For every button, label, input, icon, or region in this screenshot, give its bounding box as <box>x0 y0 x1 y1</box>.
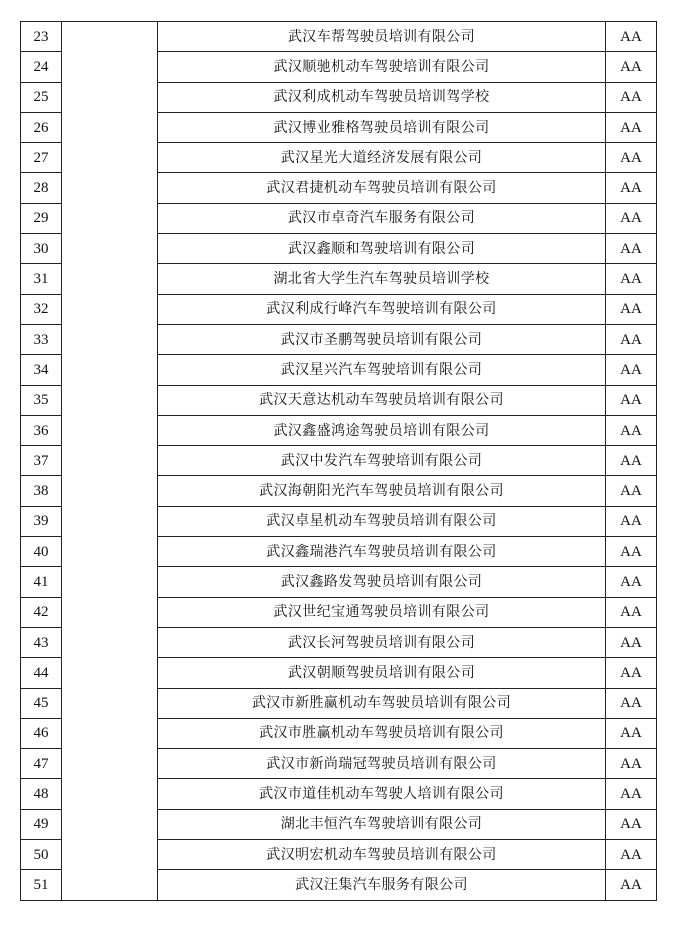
rating-cell <box>606 718 657 748</box>
rating-cell <box>606 779 657 809</box>
company-name: 武汉鑫顺和驾驶培训有限公司 <box>158 234 606 264</box>
row-number-cell <box>21 870 62 900</box>
row-number: 46 <box>33 725 49 742</box>
rating-cell <box>606 82 657 112</box>
row-number-cell <box>21 112 62 142</box>
row-number: 49 <box>33 816 49 833</box>
rating-cell <box>606 264 657 294</box>
rating-cell <box>606 52 657 82</box>
row-number: 32 <box>33 301 49 318</box>
row-number-cell <box>21 840 62 870</box>
row-number-cell <box>21 779 62 809</box>
company-name: 武汉顺驰机动车驾驶培训有限公司 <box>158 52 606 82</box>
rating-grade: AA <box>620 664 642 681</box>
company-name: 武汉市新尚瑞冠驾驶员培训有限公司 <box>158 749 606 779</box>
rating-grade: AA <box>620 725 642 742</box>
row-number: 43 <box>33 634 49 651</box>
rating-grade: AA <box>620 755 642 772</box>
rating-cell <box>606 537 657 567</box>
row-number-cell <box>21 264 62 294</box>
rating-cell <box>606 840 657 870</box>
row-number-cell <box>21 688 62 718</box>
row-number-cell <box>21 203 62 233</box>
row-number: 39 <box>33 513 49 530</box>
row-number-cell <box>21 627 62 657</box>
row-number-cell <box>21 809 62 839</box>
company-name: 武汉明宏机动车驾驶员培训有限公司 <box>158 840 606 870</box>
row-number-cell <box>21 597 62 627</box>
row-number-cell <box>21 52 62 82</box>
row-number: 50 <box>33 846 49 863</box>
rating-cell <box>606 597 657 627</box>
rating-grade: AA <box>620 816 642 833</box>
company-name: 武汉海朝阳光汽车驾驶员培训有限公司 <box>158 476 606 506</box>
rating-grade: AA <box>620 695 642 712</box>
rating-grade: AA <box>620 876 642 893</box>
row-number: 26 <box>33 119 49 136</box>
company-name: 武汉世纪宝通驾驶员培训有限公司 <box>158 597 606 627</box>
rating-cell <box>606 173 657 203</box>
row-number: 38 <box>33 483 49 500</box>
rating-cell <box>606 688 657 718</box>
row-number-cell <box>21 22 62 52</box>
rating-grade: AA <box>620 89 642 106</box>
rating-grade: AA <box>620 361 642 378</box>
row-number-cell <box>21 234 62 264</box>
row-number-cell <box>21 718 62 748</box>
rating-cell <box>606 506 657 536</box>
row-number: 29 <box>33 210 49 227</box>
rating-cell <box>606 203 657 233</box>
rating-cell <box>606 567 657 597</box>
company-name: 湖北丰恒汽车驾驶培训有限公司 <box>158 809 606 839</box>
rating-grade: AA <box>620 331 642 348</box>
row-number: 24 <box>33 58 49 75</box>
company-name: 武汉市圣鹏驾驶员培训有限公司 <box>158 324 606 354</box>
company-name: 武汉博业雅格驾驶员培训有限公司 <box>158 112 606 142</box>
row-number-cell <box>21 173 62 203</box>
row-number-cell <box>21 324 62 354</box>
rating-cell <box>606 809 657 839</box>
company-name: 武汉市卓奇汽车服务有限公司 <box>158 203 606 233</box>
row-number-cell <box>21 355 62 385</box>
company-name: 武汉市道佳机动车驾驶人培训有限公司 <box>158 779 606 809</box>
rating-cell <box>606 446 657 476</box>
company-name: 武汉星兴汽车驾驶培训有限公司 <box>158 355 606 385</box>
row-number-cell <box>21 294 62 324</box>
company-name: 武汉利成行峰汽车驾驶培训有限公司 <box>158 294 606 324</box>
rating-cell <box>606 385 657 415</box>
row-number-cell <box>21 82 62 112</box>
rating-cell <box>606 658 657 688</box>
row-number: 44 <box>33 664 49 681</box>
rating-grade: AA <box>620 149 642 166</box>
row-number-cell <box>21 749 62 779</box>
row-number-cell <box>21 446 62 476</box>
rating-cell <box>606 415 657 445</box>
rating-grade: AA <box>620 301 642 318</box>
row-number: 27 <box>33 149 49 166</box>
company-name: 武汉市新胜赢机动车驾驶员培训有限公司 <box>158 688 606 718</box>
row-number-cell <box>21 537 62 567</box>
rating-grade: AA <box>620 392 642 409</box>
row-number: 41 <box>33 573 49 590</box>
row-number: 45 <box>33 695 49 712</box>
company-rating-table <box>20 21 657 901</box>
rating-grade: AA <box>620 180 642 197</box>
company-name: 武汉鑫瑞港汽车驾驶员培训有限公司 <box>158 537 606 567</box>
rating-cell <box>606 355 657 385</box>
company-name: 武汉鑫盛鸿途驾驶员培训有限公司 <box>158 415 606 445</box>
rating-grade: AA <box>620 28 642 45</box>
row-number: 51 <box>33 876 49 893</box>
rating-grade: AA <box>620 573 642 590</box>
row-number: 30 <box>33 240 49 257</box>
row-number: 48 <box>33 786 49 803</box>
company-name: 湖北省大学生汽车驾驶员培训学校 <box>158 264 606 294</box>
row-number: 37 <box>33 452 49 469</box>
row-number: 25 <box>33 89 49 106</box>
merged-blank-cell <box>62 22 158 901</box>
table-body <box>21 22 657 901</box>
rating-grade: AA <box>620 483 642 500</box>
rating-grade: AA <box>620 543 642 560</box>
row-number: 47 <box>33 755 49 772</box>
rating-cell <box>606 476 657 506</box>
row-number: 35 <box>33 392 49 409</box>
company-name: 武汉长河驾驶员培训有限公司 <box>158 627 606 657</box>
row-number-cell <box>21 506 62 536</box>
rating-cell <box>606 627 657 657</box>
row-number: 33 <box>33 331 49 348</box>
rating-cell <box>606 112 657 142</box>
row-number: 42 <box>33 604 49 621</box>
rating-grade: AA <box>620 786 642 803</box>
company-name: 武汉君捷机动车驾驶员培训有限公司 <box>158 173 606 203</box>
company-name: 武汉天意达机动车驾驶员培训有限公司 <box>158 385 606 415</box>
rating-cell <box>606 143 657 173</box>
rating-grade: AA <box>620 271 642 288</box>
rating-grade: AA <box>620 119 642 136</box>
row-number: 40 <box>33 543 49 560</box>
rating-grade: AA <box>620 210 642 227</box>
rating-grade: AA <box>620 422 642 439</box>
table-row <box>21 22 657 52</box>
rating-cell <box>606 234 657 264</box>
row-number: 34 <box>33 361 49 378</box>
company-name: 武汉利成机动车驾驶员培训驾学校 <box>158 82 606 112</box>
rating-cell <box>606 870 657 900</box>
rating-cell <box>606 749 657 779</box>
company-name: 武汉车帮驾驶员培训有限公司 <box>158 22 606 52</box>
company-name: 武汉朝顺驾驶员培训有限公司 <box>158 658 606 688</box>
company-name: 武汉星光大道经济发展有限公司 <box>158 143 606 173</box>
row-number: 23 <box>33 28 49 45</box>
row-number-cell <box>21 143 62 173</box>
row-number: 28 <box>33 180 49 197</box>
rating-grade: AA <box>620 513 642 530</box>
row-number-cell <box>21 415 62 445</box>
row-number-cell <box>21 658 62 688</box>
rating-cell <box>606 22 657 52</box>
rating-grade: AA <box>620 634 642 651</box>
rating-grade: AA <box>620 452 642 469</box>
rating-cell <box>606 294 657 324</box>
rating-grade: AA <box>620 58 642 75</box>
company-name: 武汉汪集汽车服务有限公司 <box>158 870 606 900</box>
company-name: 武汉中发汽车驾驶培训有限公司 <box>158 446 606 476</box>
row-number-cell <box>21 567 62 597</box>
row-number: 36 <box>33 422 49 439</box>
rating-grade: AA <box>620 846 642 863</box>
rating-grade: AA <box>620 604 642 621</box>
company-name: 武汉卓星机动车驾驶员培训有限公司 <box>158 506 606 536</box>
rating-cell <box>606 324 657 354</box>
row-number: 31 <box>33 271 49 288</box>
company-name: 武汉鑫路发驾驶员培训有限公司 <box>158 567 606 597</box>
row-number-cell <box>21 476 62 506</box>
row-number-cell <box>21 385 62 415</box>
rating-grade: AA <box>620 240 642 257</box>
company-name: 武汉市胜赢机动车驾驶员培训有限公司 <box>158 718 606 748</box>
